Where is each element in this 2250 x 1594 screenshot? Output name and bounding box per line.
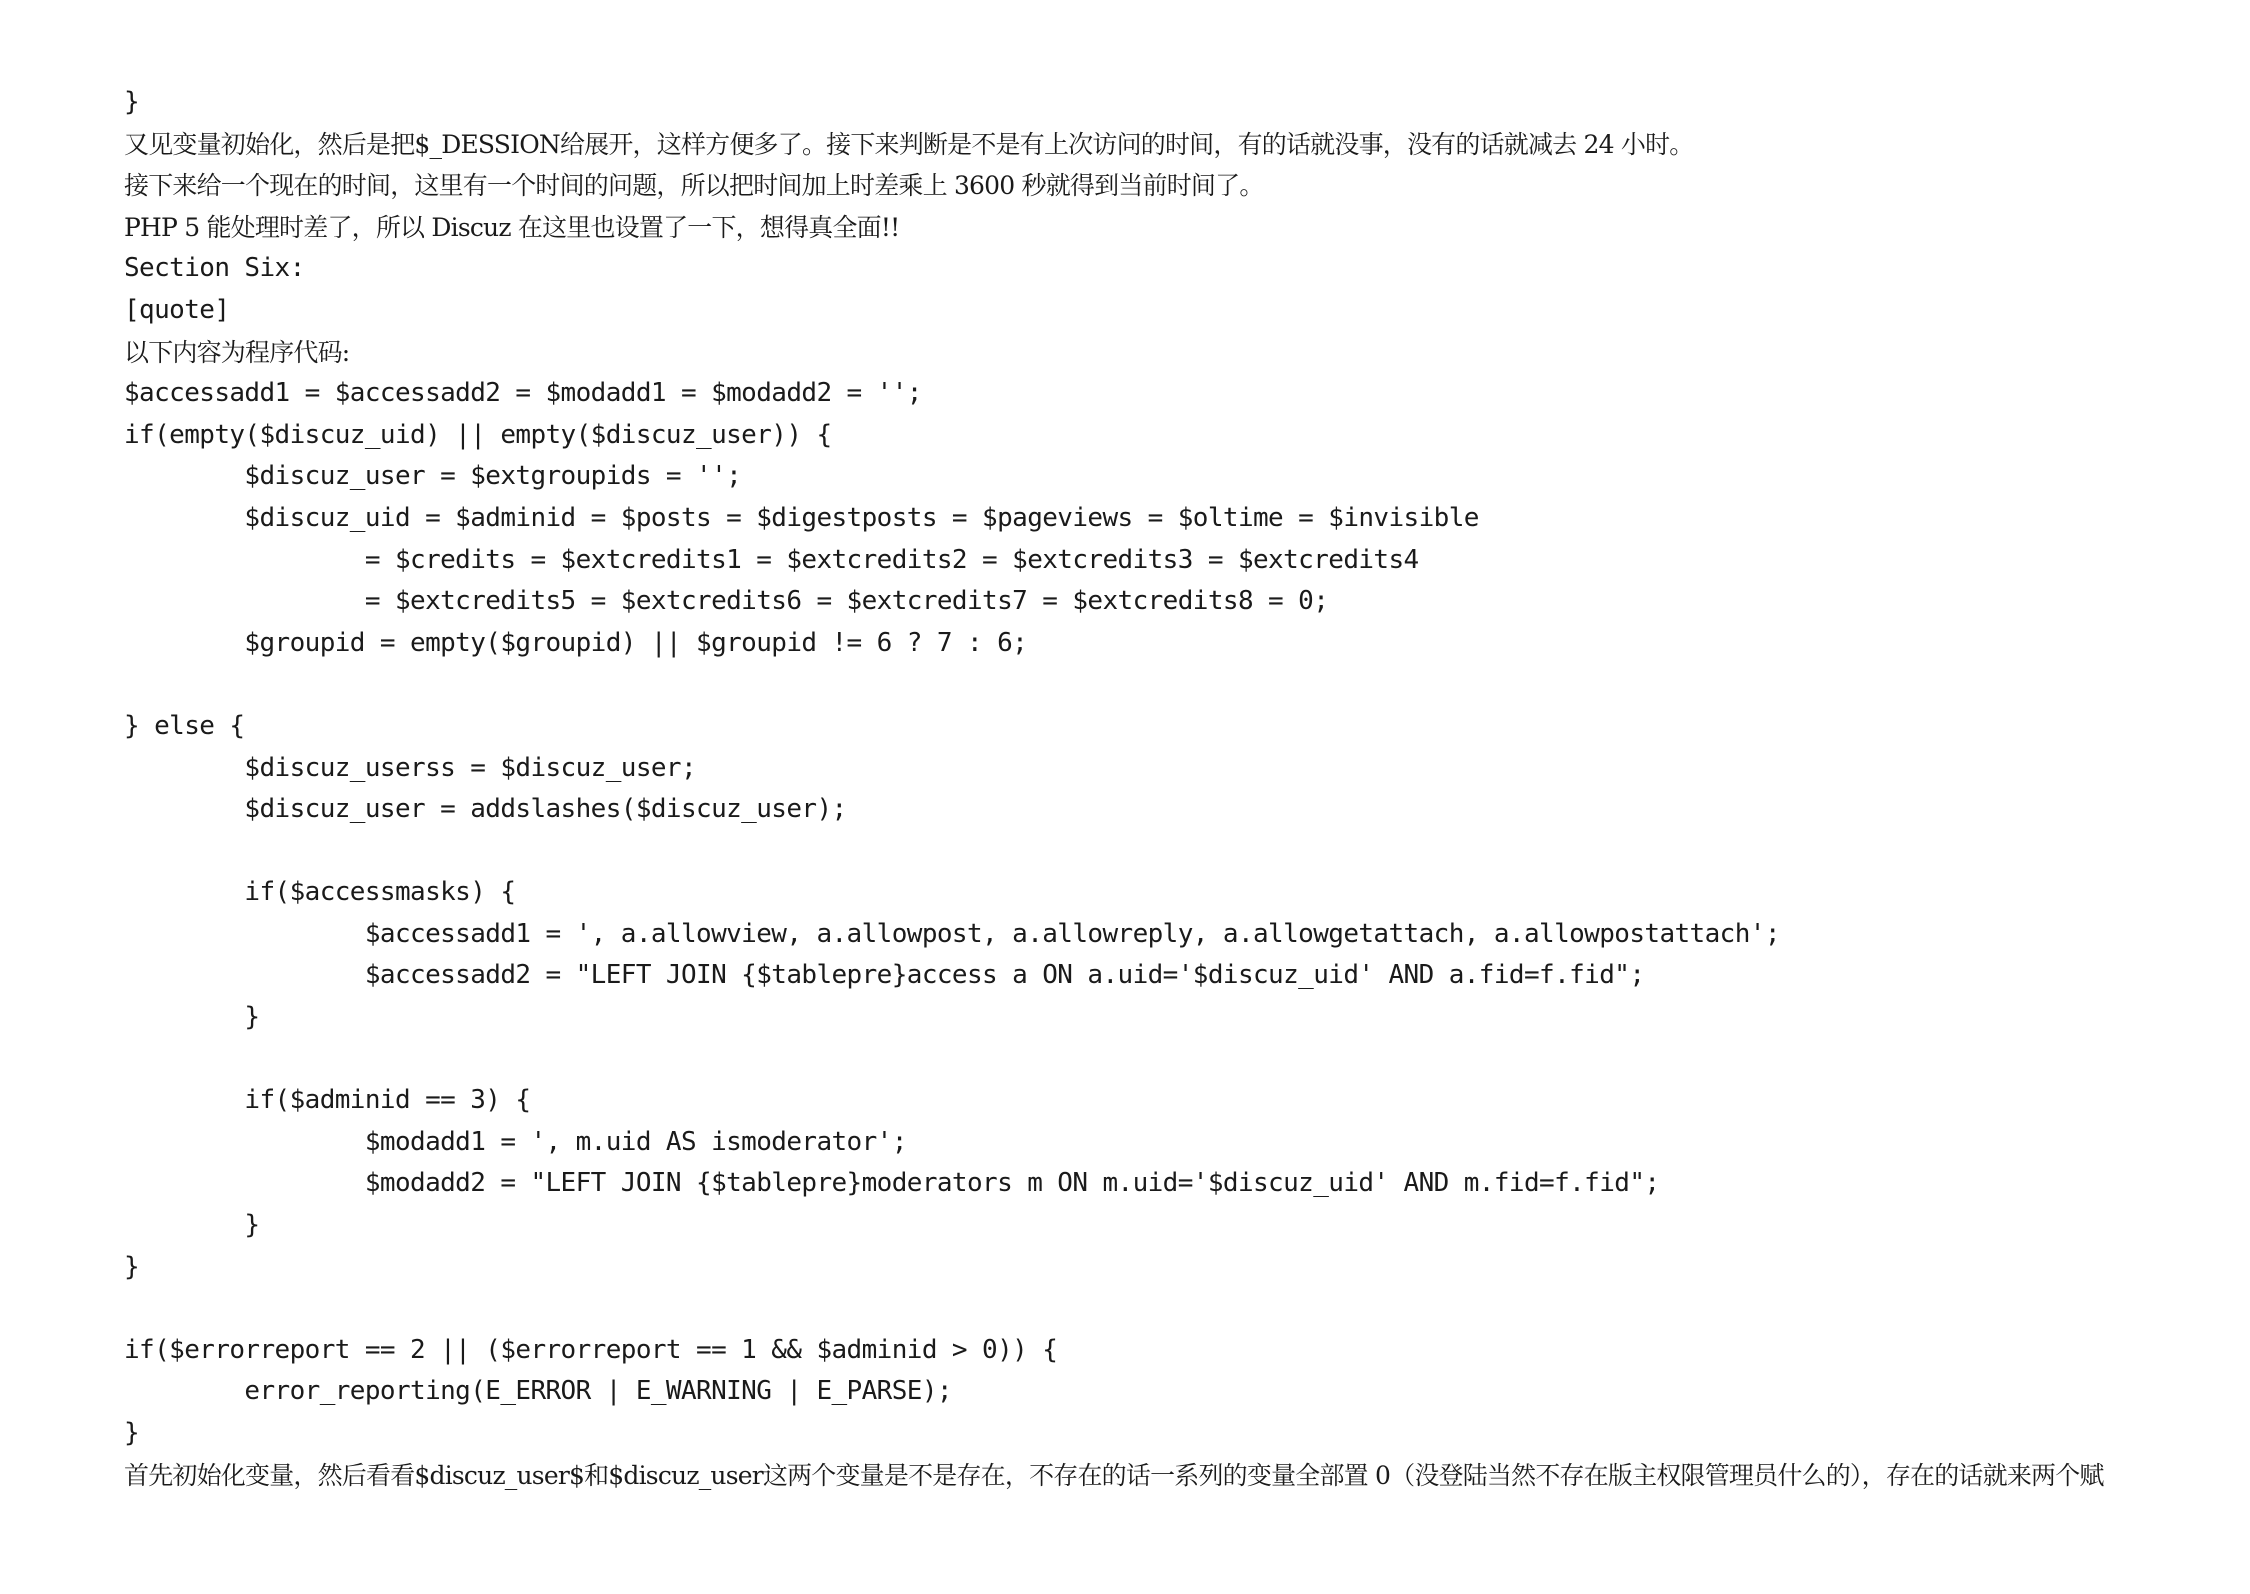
code-line: $modadd2 = "LEFT JOIN {$tablepre}moderators m ON m.uid='$discuz_uid' AND m.fid=f.fid";	[124, 1168, 1660, 1199]
code-line: $discuz_user = addslashes($discuz_user);	[124, 794, 847, 825]
code-line: }	[124, 1418, 140, 1448]
code-line: = $extcredits5 = $extcredits6 = $extcredits7 = $extcredits8 = 0;	[124, 586, 1329, 617]
code-line: $discuz_user = $extgroupids = '';	[124, 461, 742, 492]
text-line: 又见变量初始化，然后是把$_DESSION给展开，这样方便多了。接下来判断是不是有上次访问的时间，有的话就没事，没有的话就减去 24 小时。	[124, 129, 1694, 159]
text-line: 接下来给一个现在的时间，这里有一个时间的问题，所以把时间加上时差乘上 3600 秒就得到当前时间了。	[124, 171, 1264, 201]
code-line: } else {	[124, 710, 245, 741]
blank-line	[124, 1039, 2234, 1081]
text-line: 首先初始化变量，然后看看$discuz_user$和$discuz_user这两个变量是不是存在，不存在的话一系列的变量全部置 0（没登陆当然不存在版主权限管理员什么的），存在的话就来两个赋	[124, 1460, 2104, 1490]
code-line: if(empty($discuz_uid) || empty($discuz_user)) {	[124, 419, 832, 450]
code-line: $accessadd1 = ', a.allowview, a.allowpost, a.allowreply, a.allowgetattach, a.allowpostattach';	[124, 918, 1780, 949]
code-line: $discuz_userss = $discuz_user;	[124, 752, 697, 783]
code-line: $discuz_uid = $adminid = $posts = $digestposts = $pageviews = $oltime = $invisible	[124, 502, 1479, 533]
code-line: $modadd1 = ', m.uid AS ismoderator';	[124, 1126, 907, 1157]
blank-line	[124, 1288, 2234, 1330]
code-line: $groupid = empty($groupid) || $groupid != 6 ? 7 : 6;	[124, 627, 1028, 658]
code-line: if($accessmasks) {	[124, 877, 516, 908]
code-line: if($errorreport == 2 || ($errorreport == 1 && $adminid > 0)) {	[124, 1334, 1058, 1365]
code-line: = $credits = $extcredits1 = $extcredits2 = $extcredits3 = $extcredits4	[124, 544, 1419, 575]
blank-line	[124, 831, 2234, 873]
code-line: }	[124, 1210, 260, 1241]
code-line: }	[124, 1002, 260, 1033]
code-line: error_reporting(E_ERROR | E_WARNING | E_PARSE);	[124, 1376, 952, 1407]
text-line: PHP 5 能处理时差了，所以 Discuz 在这里也设置了一下，想得真全面!!	[124, 212, 900, 242]
code-line: $accessadd1 = $accessadd2 = $modadd1 = $modadd2 = '';	[124, 378, 922, 409]
code-line: $accessadd2 = "LEFT JOIN {$tablepre}access a ON a.uid='$discuz_uid' AND a.fid=f.fid";	[124, 960, 1645, 991]
code-line: [quote]	[124, 294, 230, 325]
code-line: }	[124, 87, 140, 117]
document-page	[124, 82, 2234, 1496]
code-line: }	[124, 1251, 140, 1282]
blank-line	[124, 664, 2234, 706]
text-line: 以下内容为程序代码:	[124, 337, 350, 367]
code-line: Section Six:	[124, 253, 305, 284]
code-line: if($adminid == 3) {	[124, 1085, 531, 1116]
